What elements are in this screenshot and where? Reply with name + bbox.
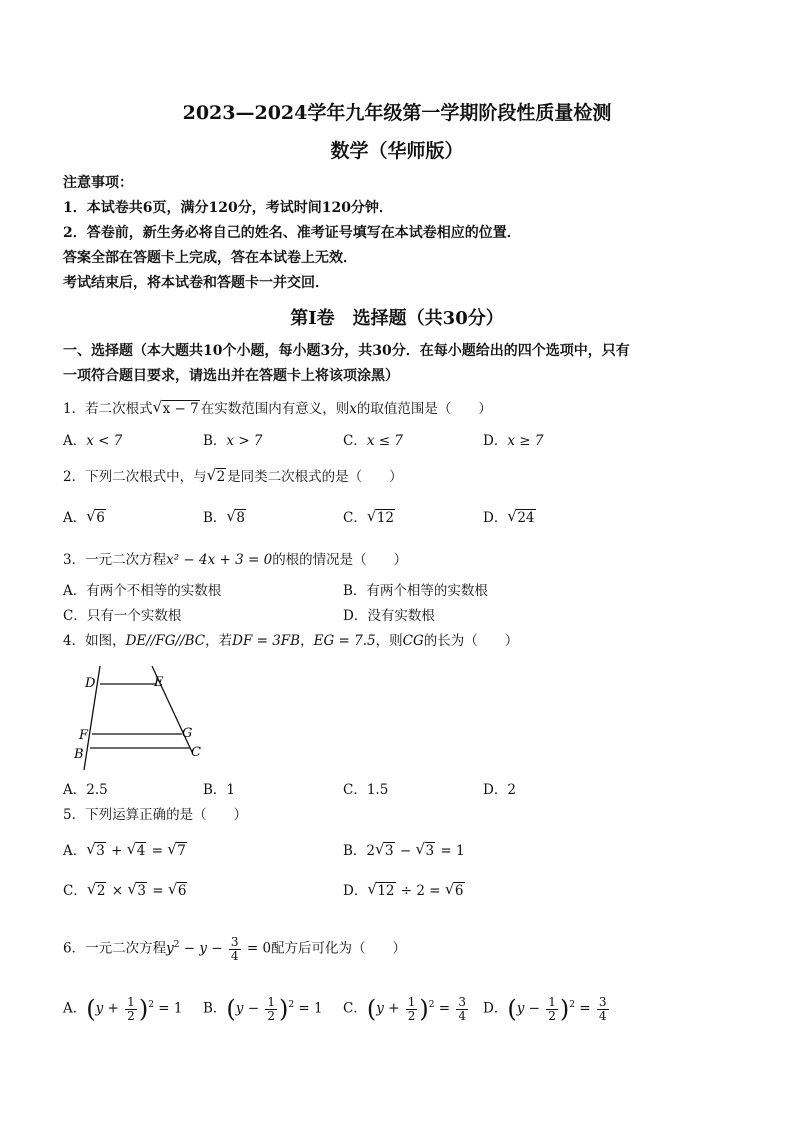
question-4: 4．如图，DE//FG//BC，若DF = 3FB，EG = 7.5，则CG的长为（ ） bbox=[63, 633, 519, 649]
q4-option-c[interactable]: C．1.5 bbox=[343, 782, 389, 798]
notice-item: 2．答卷前，新生务必将自己的姓名、准考证号填写在本试卷相应的位置． bbox=[63, 225, 521, 241]
variable: x bbox=[349, 401, 357, 417]
parallel-relation: DE//FG//BC bbox=[125, 633, 206, 649]
q2-stem: 是同类二次根式的是（ ） bbox=[227, 469, 403, 485]
target-segment: CG bbox=[402, 633, 424, 649]
q3-option-c[interactable]: C．只有一个实数根 bbox=[63, 608, 182, 624]
q2-stem: 2．下列二次根式中，与 bbox=[63, 469, 207, 485]
q5-option-c[interactable]: C． √ 2 × √ 3 = √ 6 bbox=[63, 880, 187, 899]
page-title: 2023—2024学年九年级第一学期阶段性质量检测 bbox=[182, 102, 612, 124]
notice-heading: 注意事项： bbox=[63, 175, 133, 191]
q1-stem: 1．若二次根式 bbox=[63, 401, 153, 417]
section-instruction: 一、选择题（本大题共10个小题，每小题3分，共30分．在每小题给出的四个选项中，只有 bbox=[63, 343, 630, 359]
condition: DF = 3FB bbox=[232, 633, 301, 649]
notice-item: 考试结束后，将本试卷和答题卡一并交回． bbox=[63, 275, 329, 291]
section-title: 第Ⅰ卷 选择题（共30分） bbox=[290, 308, 504, 329]
q1-stem: 的取值范围是（ ） bbox=[356, 401, 492, 417]
q1-option-a[interactable]: A．x < 7 bbox=[63, 433, 123, 449]
geometry-figure bbox=[70, 664, 220, 776]
q5-option-a[interactable]: A． √ 3 + √ 4 = √ 7 bbox=[63, 840, 186, 859]
q2-option-a[interactable]: A． √ 6 bbox=[63, 507, 105, 526]
label-d: D bbox=[85, 676, 96, 691]
q3-option-b[interactable]: B．有两个相等的实数根 bbox=[343, 583, 488, 599]
q6-option-c[interactable]: C．(y + $\frac{1}{2}$ )$^2$ = $\frac{3}{4}$ bbox=[343, 994, 467, 1023]
notice-item: 答案全部在答题卡上完成，答在本试卷上无效． bbox=[63, 250, 357, 266]
question-1 bbox=[63, 399, 492, 419]
q6-option-b[interactable]: B．(y − $\frac{1}{2}$ )$^2$ = 1 bbox=[203, 994, 323, 1023]
q1-stem: 在实数范围内有意义，则 bbox=[200, 401, 350, 417]
q3-stem: 3．一元二次方程 bbox=[63, 552, 167, 568]
label-b: B bbox=[74, 747, 84, 762]
label-g: G bbox=[182, 726, 193, 741]
q4-option-b[interactable]: B．1 bbox=[203, 782, 236, 798]
label-c: C bbox=[191, 745, 201, 760]
q3-option-d[interactable]: D．没有实数根 bbox=[343, 608, 435, 624]
q2-option-b[interactable]: B． √ 8 bbox=[203, 507, 246, 526]
notice-item: 1．本试卷共6页，满分120分，考试时间120分钟． bbox=[63, 200, 393, 216]
q2-option-c[interactable]: C． √ 12 bbox=[343, 507, 395, 526]
question-5: 5．下列运算正确的是（ ） bbox=[63, 807, 248, 823]
sqrt-expression: √ x − 7 bbox=[152, 398, 199, 417]
question-2 bbox=[63, 467, 403, 487]
label-f: F bbox=[79, 728, 89, 743]
q4-option-d[interactable]: D．2 bbox=[483, 782, 516, 798]
q3-option-a[interactable]: A．有两个不相等的实数根 bbox=[63, 583, 222, 599]
q2-option-d[interactable]: D． √ 24 bbox=[483, 507, 535, 526]
q6-option-d[interactable]: D．(y − $\frac{1}{2}$ )$^2$ = $\frac{3}{4}$ bbox=[483, 994, 607, 1023]
question-6: 6．一元二次方程$y^2 - y$ − $\frac{3}{4}$ = 0配方后可化为（ ） bbox=[63, 934, 407, 963]
equation: x² − 4x + 3 = 0 bbox=[166, 552, 273, 568]
q5-option-b[interactable]: B．2 √ 3 − √ 3 = 1 bbox=[343, 840, 465, 859]
q3-stem: 的根的情况是（ ） bbox=[272, 552, 408, 568]
question-3 bbox=[63, 550, 407, 570]
q5-option-d[interactable]: D． √ 12 ÷ 2 = √ 6 bbox=[343, 880, 464, 899]
page-subtitle: 数学（华师版） bbox=[330, 140, 464, 162]
label-e: E bbox=[154, 675, 164, 690]
q1-option-b[interactable]: B．x > 7 bbox=[203, 433, 263, 449]
q4-option-a[interactable]: A．2.5 bbox=[63, 782, 108, 798]
q6-option-a[interactable]: A．(y + $\frac{1}{2}$ )$^2$ = 1 bbox=[63, 994, 183, 1023]
q1-option-d[interactable]: D．x ≥ 7 bbox=[483, 433, 544, 449]
q1-option-c[interactable]: C．x ≤ 7 bbox=[343, 433, 403, 449]
section-instruction: 一项符合题目要求，请选出并在答题卡上将该项涂黑） bbox=[63, 368, 399, 384]
sqrt-expression: √ 2 bbox=[206, 466, 226, 485]
condition: EG = 7.5 bbox=[313, 633, 376, 649]
